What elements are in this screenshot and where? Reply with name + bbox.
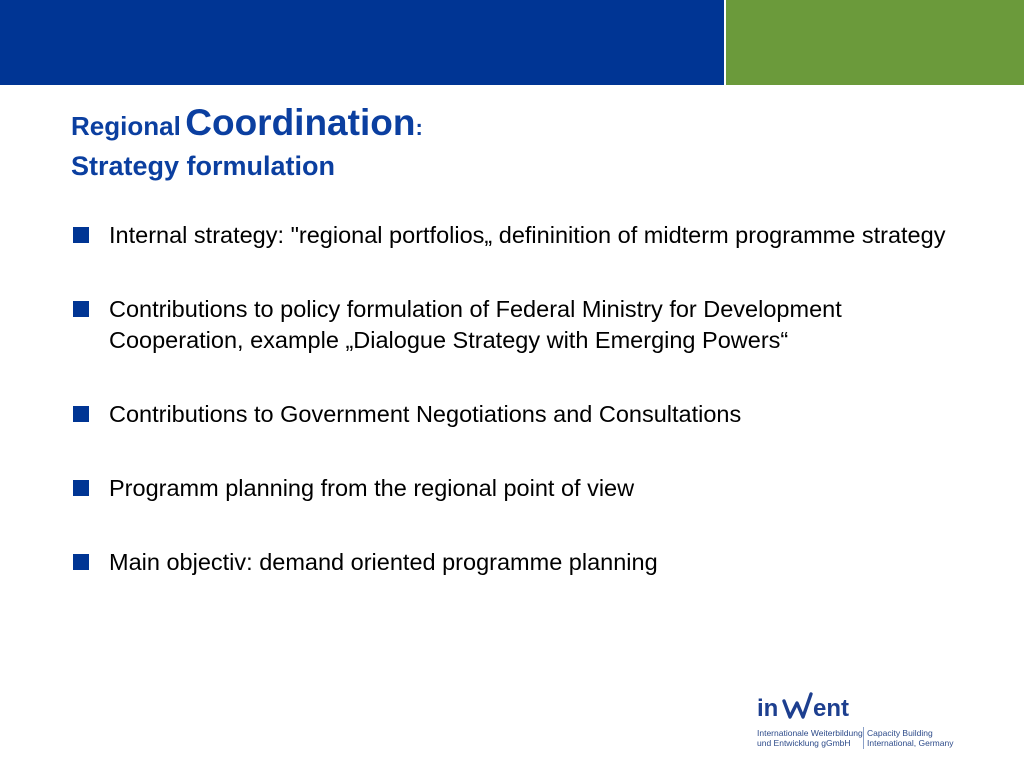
square-bullet-icon bbox=[73, 227, 89, 243]
logo-caption-english: Capacity Building International, Germany bbox=[867, 728, 954, 748]
bullet-item bbox=[72, 547, 952, 578]
bullet-list bbox=[72, 220, 952, 578]
square-bullet-icon bbox=[73, 301, 89, 317]
bullet-text: Contributions to policy formulation of Federal Ministry for Development Cooperation, example „Dialogue Strategy with Emerging Powers“ bbox=[109, 296, 842, 353]
bullet-item bbox=[72, 473, 952, 504]
square-bullet-icon bbox=[73, 480, 89, 496]
logo-caption-german: Internationale Weiterbildung und Entwicklung gGmbH bbox=[757, 728, 863, 748]
logo-divider bbox=[863, 727, 864, 749]
square-bullet-icon bbox=[73, 554, 89, 570]
square-bullet-icon bbox=[73, 406, 89, 422]
svg-text:ent: ent bbox=[813, 695, 849, 722]
svg-text:in: in bbox=[757, 695, 779, 722]
bullet-item bbox=[72, 294, 952, 356]
bullet-item bbox=[72, 399, 952, 430]
bullet-text: Contributions to Government Negotiations and Consultations bbox=[109, 401, 742, 427]
inwent-logo bbox=[757, 690, 957, 754]
title-word-coordination: Coordination bbox=[185, 102, 416, 143]
title-line-1 bbox=[71, 101, 423, 153]
inwent-wordmark-icon bbox=[757, 690, 861, 724]
title-line-2: Strategy formulation bbox=[71, 151, 336, 181]
header-band-blue bbox=[0, 0, 724, 85]
bullet-text: Main objectiv: demand oriented programme planning bbox=[109, 549, 658, 575]
bullet-item bbox=[72, 220, 952, 251]
bullet-text: Programm planning from the regional point of view bbox=[109, 475, 635, 501]
header-band-green bbox=[726, 0, 1024, 85]
title-colon: : bbox=[415, 115, 423, 140]
title-word-regional: Regional bbox=[71, 111, 181, 141]
bullet-text: Internal strategy: "regional portfolios„ defininition of midterm programme strategy bbox=[109, 222, 946, 248]
slide-title bbox=[71, 101, 423, 184]
